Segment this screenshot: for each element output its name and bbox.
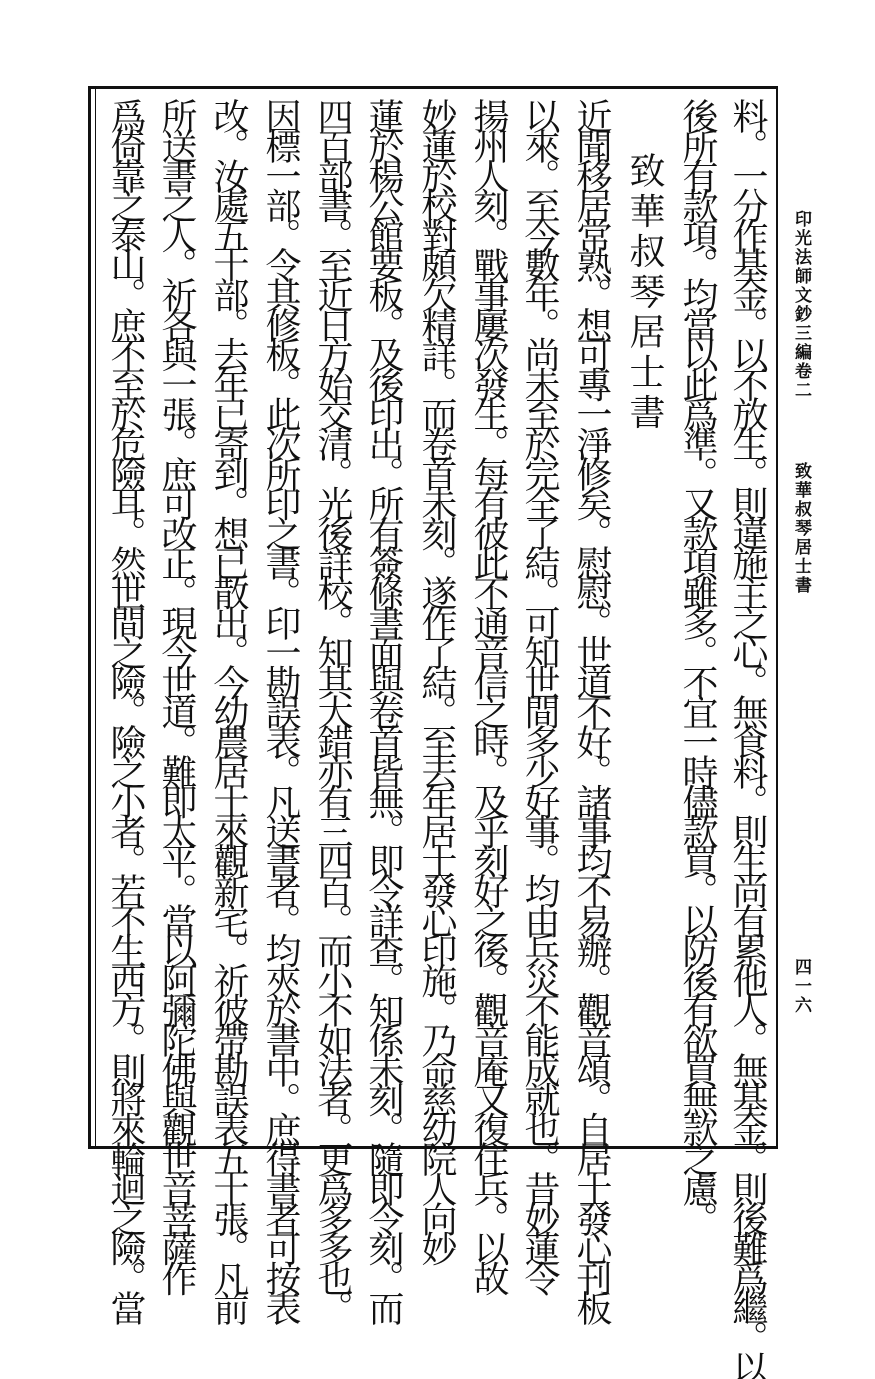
text-column: 料。一分作基金。以不放生。則違施主之心。無食料。則生尚有累他人。無基金。則後難爲繼。以	[727, 98, 768, 1379]
text-column: 後所有款項。均當以此爲準。又款項雖多。不宜一時儘款買。以防後有欲買無款之慮。	[677, 98, 718, 1231]
text-column: 近聞移居常熟。想可專一淨修矣。慰慰。世道不好。諸事均不易辦。觀音頌。自居士發心刊板	[571, 98, 612, 1320]
book-title: 印光法師文鈔三編卷二	[791, 210, 811, 400]
text-column: 因標一部。令其修板。此次所印之書。印一勘誤表。凡送書者。均夾於書中。庶得書者可按表	[260, 98, 301, 1320]
frame-left-rule-inner	[95, 86, 96, 1149]
frame-left-rule-outer	[88, 86, 91, 1149]
text-column: 改。汝處五十部。去年已寄到。想已散出。今幼農居士來觀新宅。祈彼帶勘誤表五十張。凡前	[208, 98, 249, 1320]
text-column: 爲倚靠之泰山。庶不至於危險耳。然世間之險。險之小者。若不生西方。則將來輪迴之險。當	[105, 98, 146, 1320]
page-number: 四一六	[791, 958, 811, 1015]
text-column: 四百部書。至近日方始交清。光後詳校。知其大錯亦有三四百。而小不如法者。更爲多多也。	[312, 98, 353, 1320]
text-column: 所送書之人。祈各與一張。庶可改正。現今世道。難即太平。當以阿彌陀佛與觀世音菩薩作	[156, 98, 197, 1291]
frame-right-rule	[776, 86, 778, 1149]
frame-top-rule	[88, 86, 778, 89]
section-title: 致華叔琴居士書	[791, 462, 811, 595]
text-column: 以來。至今數年。尚未至於完全了結。可知世間多少好事。均由兵災不能成就也。昔妙蓮令	[519, 98, 560, 1291]
text-column: 妙蓮於校對頗欠精詳。而卷首未刻。遂作了結。至去年居士發心印施。乃命慈幼院人向妙	[416, 98, 457, 1261]
text-column: 揚州人刻。戰事屢次發生。每有彼此不通音信之時。及乎刻好之後。觀音庵又復住兵。以故	[468, 98, 509, 1291]
text-column: 蓮於楊公館要板。及後印出。所有簽條書面與卷首皆無。即令詳查。知係未刻。隨即令刻。而	[363, 98, 404, 1320]
letter-title: 致華叔琴居士書	[624, 152, 665, 434]
